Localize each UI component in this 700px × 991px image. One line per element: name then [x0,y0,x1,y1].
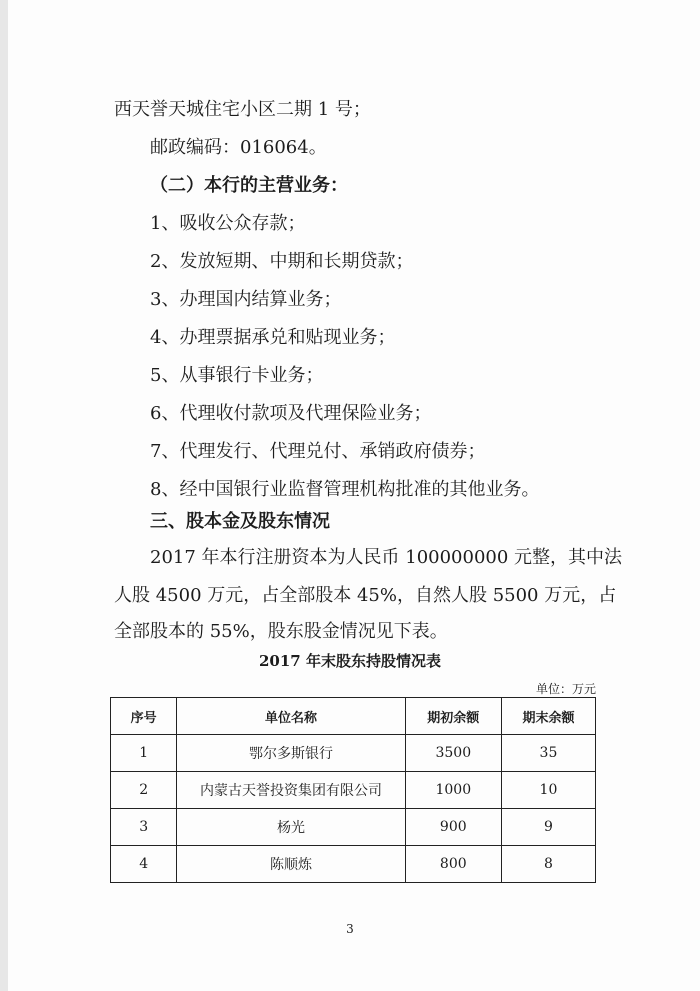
table-row [111,735,596,772]
business-item: 6、代理收付款项及代理保险业务； [150,403,432,424]
paragraph-line: 2017 年本行注册资本为人民币 100000000 元整，其中法 [150,547,623,568]
header-cell: 期末余额 [501,698,595,735]
table-unit: 单位：万元 [535,682,596,696]
table-cell: 8 [501,846,595,883]
table-row [111,846,596,883]
table-cell: 3500 [405,735,501,772]
table-cell: 900 [405,809,501,846]
header-cell: 单位名称 [177,698,405,735]
section-heading-business: （二）本行的主营业务： [150,175,348,196]
table-cell: 9 [501,809,595,846]
scan-edge [0,0,8,991]
table-cell: 10 [501,772,595,809]
table-title: 2017 年末股东持股情况表 [259,652,441,670]
table-cell: 3 [111,809,177,846]
table-cell: 4 [111,846,177,883]
business-item: 7、代理发行、代理兑付、承销政府债券； [150,441,486,462]
page-number: 3 [346,922,354,936]
business-item: 5、从事银行卡业务； [150,365,324,386]
table-row [111,809,596,846]
table-cell: 2 [111,772,177,809]
section-heading-capital: 三、股本金及股东情况 [150,511,330,532]
business-item: 8、经中国银行业监督管理机构批准的其他业务。 [150,479,540,500]
table-row [111,772,596,809]
business-item: 1、吸收公众存款； [150,213,306,234]
table-cell: 800 [405,846,501,883]
postcode-line: 邮政编码：016064。 [150,137,327,158]
business-item: 2、发放短期、中期和长期贷款； [150,251,414,272]
table-cell: 陈顺炼 [177,846,405,883]
address-line: 西天誉天城住宅小区二期 1 号； [114,99,371,120]
table-header-row [111,698,596,735]
header-cell: 序号 [111,698,177,735]
paragraph-line: 人股 4500 万元，占全部股本 45%，自然人股 5500 万元，占 [114,585,617,606]
shareholder-table [110,697,596,883]
table-cell: 鄂尔多斯银行 [177,735,405,772]
business-item: 3、办理国内结算业务； [150,289,342,310]
table-cell: 1000 [405,772,501,809]
table-cell: 内蒙古天誉投资集团有限公司 [177,772,405,809]
business-item: 4、办理票据承兑和贴现业务； [150,327,396,348]
table-cell: 35 [501,735,595,772]
table-cell: 杨光 [177,809,405,846]
table-cell: 1 [111,735,177,772]
paragraph-line: 全部股本的 55%，股东股金情况见下表。 [114,621,448,642]
header-cell: 期初余额 [405,698,501,735]
